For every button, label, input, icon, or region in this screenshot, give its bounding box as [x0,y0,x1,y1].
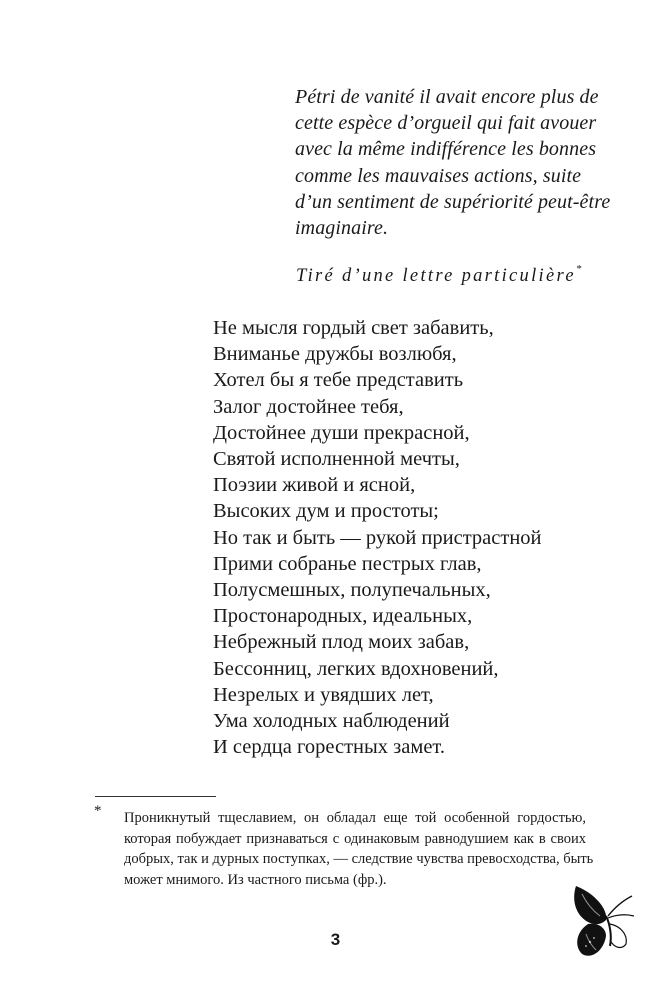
footnote-line: Проникнутый тщеславием, он обладал еще той особенной гордостью, [124,810,586,826]
footnote-line: добрых, так и дурных поступках, — следствие чувства превосходства, быть [124,851,594,867]
poem-line: Простонародных, идеальных, [213,605,473,628]
footnote-reference-mark: * [575,263,582,275]
epigraph-line: imaginaire. [295,217,389,240]
poem-line: Вниманье дружбы возлюбя, [213,343,457,366]
epigraph [295,84,625,241]
poem-line: Не мысля гордый свет забавить, [213,317,494,339]
epigraph-line: avec la même indifférence les bonnes [295,138,597,161]
poem-line: Ума холодных наблюдений [213,710,450,733]
epigraph-line: comme les mauvaises actions, suite [295,164,582,187]
epigraph-line: Pétri de vanité il avait encore plus de [295,86,599,108]
poem-line: Небрежный плод моих забав, [213,631,470,654]
footnote-divider [95,796,216,797]
poem-line: Залог достойнее тебя, [213,395,404,418]
poem-line: Но так и быть — рукой пристрастной [213,526,542,549]
footnote-line: которая побуждает признаваться с одинаковым равнодушием как в своих [124,830,586,847]
epigraph-line: cette espèce d’orgueil qui fait avouer [295,112,597,135]
footnote-mark: * [94,803,102,819]
poem-line: Достойнее души прекрасной, [213,421,470,444]
poem-line: Полусмешных, полупечальных, [213,579,491,602]
poem-line: Святой исполненной мечты, [213,448,460,471]
epigraph-line: d’un sentiment de supériorité peut-être [295,190,611,213]
epigraph-source [296,265,581,287]
poem-line: Бессонниц, легких вдохновений, [213,657,499,680]
butterfly-icon [566,880,638,960]
footnote-line: может мнимого. Из частного письма (фр.). [124,871,387,888]
poem-line: И сердца горестных замет. [213,736,445,759]
page-number: 3 [330,930,341,949]
poem-stanza [213,315,542,760]
poem-line: Поэзии живой и ясной, [213,474,416,497]
epigraph-source-text: Tiré d’une lettre particulière [296,266,576,287]
footnote [124,808,594,890]
poem-line: Прими собранье пестрых глав, [213,552,482,575]
poem-line: Незрелых и увядших лет, [213,683,434,706]
poem-line: Высоких дум и простоты; [213,500,439,523]
poem-line: Хотел бы я тебе представить [213,369,464,392]
